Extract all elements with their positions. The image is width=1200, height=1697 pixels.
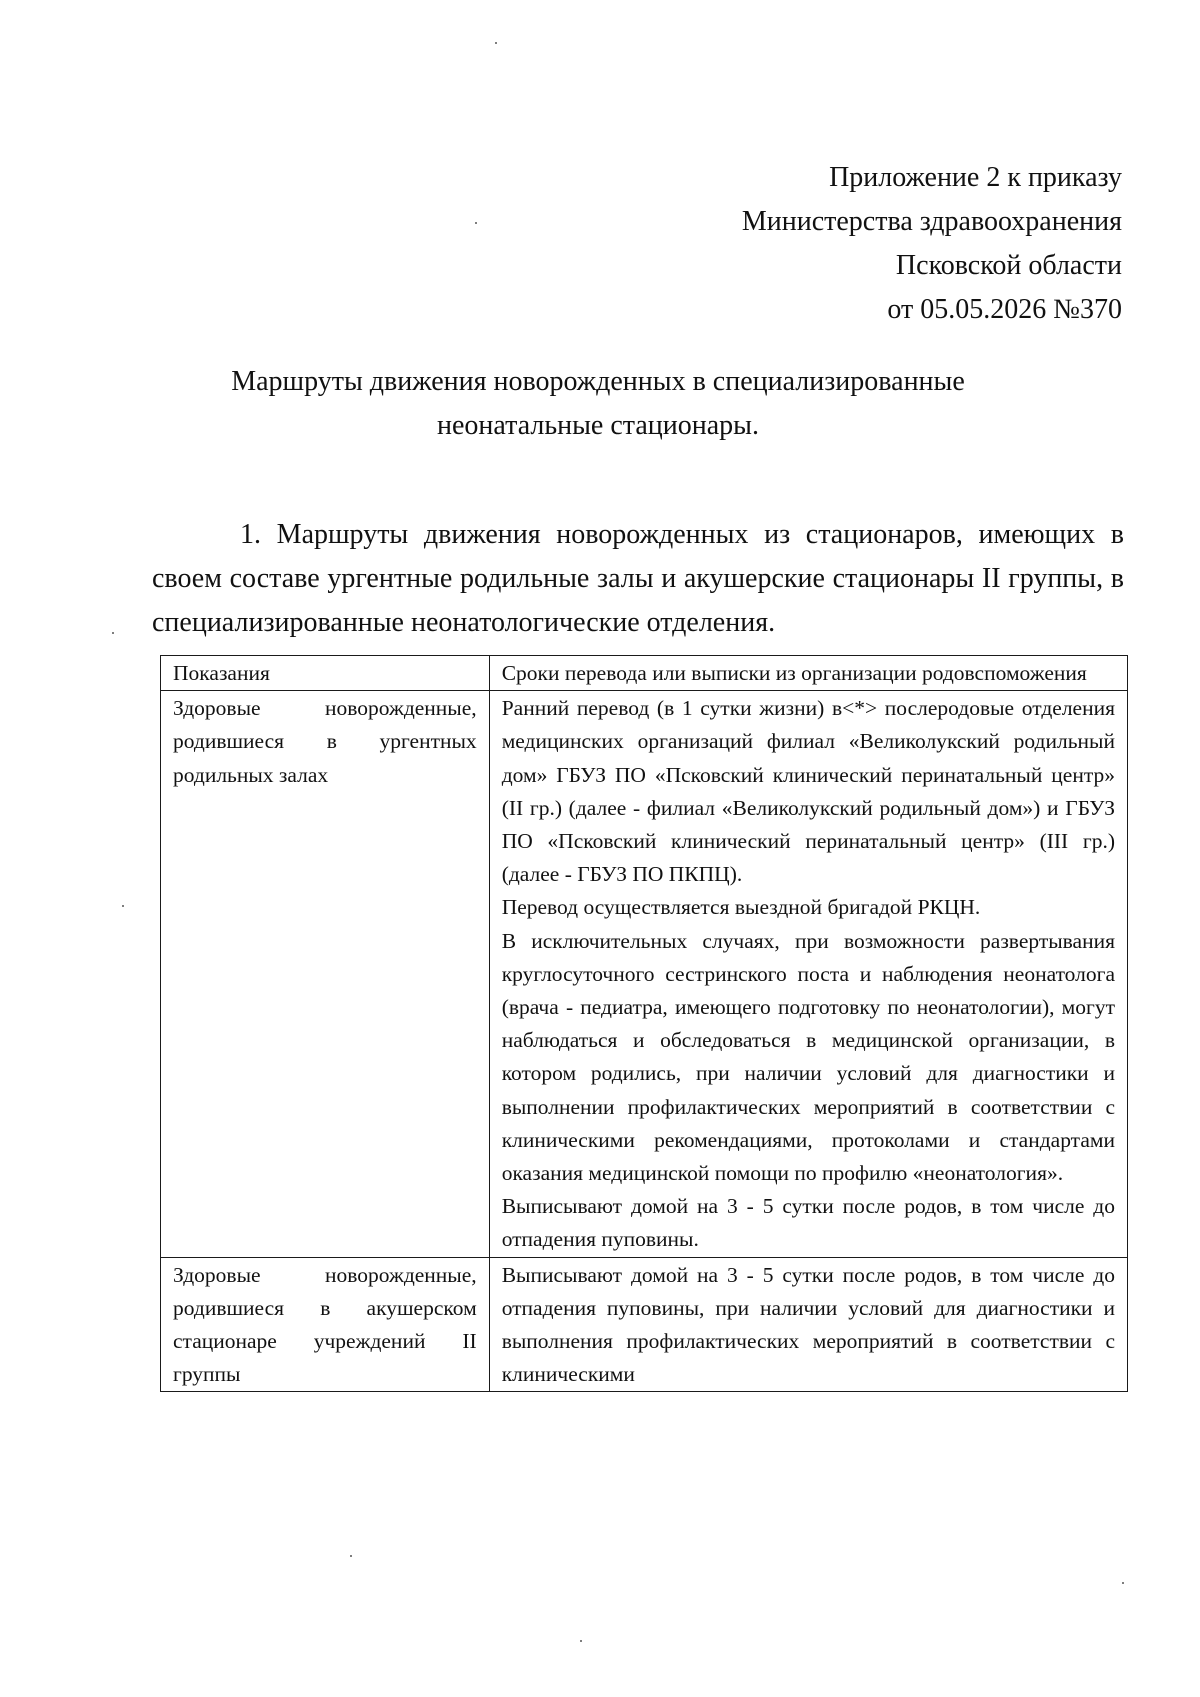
document-title-line-2: неонатальные стационары.	[437, 410, 759, 441]
header-cell-indications	[161, 656, 490, 691]
scan-speck	[495, 42, 497, 44]
indication-text: Здоровые новорожденные, родившиеся в ургентных родильных залах	[173, 696, 477, 787]
header-terms-text: Сроки перевода или выписки из организации родовспоможения	[501, 661, 1087, 685]
scan-speck	[580, 1640, 582, 1642]
header-line-appendix: Приложение 2 к приказу	[829, 162, 1122, 193]
scan-speck	[475, 222, 477, 224]
order-reference-block	[742, 156, 1122, 332]
table-row	[161, 691, 1128, 1257]
section-1-paragraph: 1. Маршруты движения новорожденных из стационаров, имеющих в своем составе ургентные родильные залы и акушерские стационары II группы, в специализированные неонатологические отделения.	[152, 519, 1124, 638]
scan-speck	[122, 905, 124, 907]
routes-table	[160, 655, 1128, 1392]
header-cell-terms	[489, 656, 1127, 691]
terms-paragraph: В исключительных случаях, при возможности развертывания круглосуточного сестринского поста и наблюдения неонатолога (врача - педиатра, имеющего подготовку по неонатологии), могут наблюдаться и обследоваться в медицинской организации, в котором родились, при наличии условий для диагностики и выполнении профилактических мероприятий в соответствии с клиническими рекомендациями, протоколами и стандартами оказания медицинской помощи по профилю «неонатология».	[501, 928, 1115, 1186]
terms-cell	[489, 1257, 1127, 1392]
header-line-region: Псковской области	[895, 250, 1122, 281]
terms-cell	[489, 691, 1127, 1257]
indication-cell	[161, 1257, 490, 1392]
scan-speck	[112, 632, 114, 634]
terms-paragraph: Ранний перевод (в 1 сутки жизни) в<*> послеродовые отделения медицинских организаций филиал «Великолукский родильный дом» ГБУЗ ПО «Псковский клинический перинатальный центр» (II гр.) (далее - филиал «Великолукский родильный дом») и ГБУЗ ПО «Псковский клинический перинатальный центр» (III гр.) (далее - ГБУЗ ПО ПКПЦ).	[501, 696, 1115, 887]
terms-paragraph: Перевод осуществляется выездной бригадой РКЦН.	[501, 895, 981, 920]
header-indications-text: Показания	[173, 661, 270, 685]
header-line-ministry: Министерства здравоохранения	[741, 206, 1122, 237]
terms-paragraph: Выписывают домой на 3 - 5 сутки после родов, в том числе до отпадения пуповины, при наличии условий для диагностики и выполнения профилактических мероприятий в соответствии с клиническими	[501, 1262, 1115, 1387]
scan-speck	[1122, 1582, 1124, 1584]
document-title-line-1: Маршруты движения новорожденных в специализированные	[231, 366, 965, 397]
header-line-date-number: от 05.05.2026 №370	[887, 294, 1122, 325]
indication-cell	[161, 691, 490, 1257]
terms-paragraph: Выписывают домой на 3 - 5 сутки после родов, в том числе до отпадения пуповины.	[501, 1194, 1115, 1252]
indication-text: Здоровые новорожденные, родившиеся в акушерском стационаре учреждений II группы	[173, 1262, 477, 1387]
table-header-row	[161, 656, 1128, 691]
table-row	[161, 1257, 1128, 1392]
scan-speck	[350, 1555, 352, 1557]
document-title	[140, 360, 1056, 448]
